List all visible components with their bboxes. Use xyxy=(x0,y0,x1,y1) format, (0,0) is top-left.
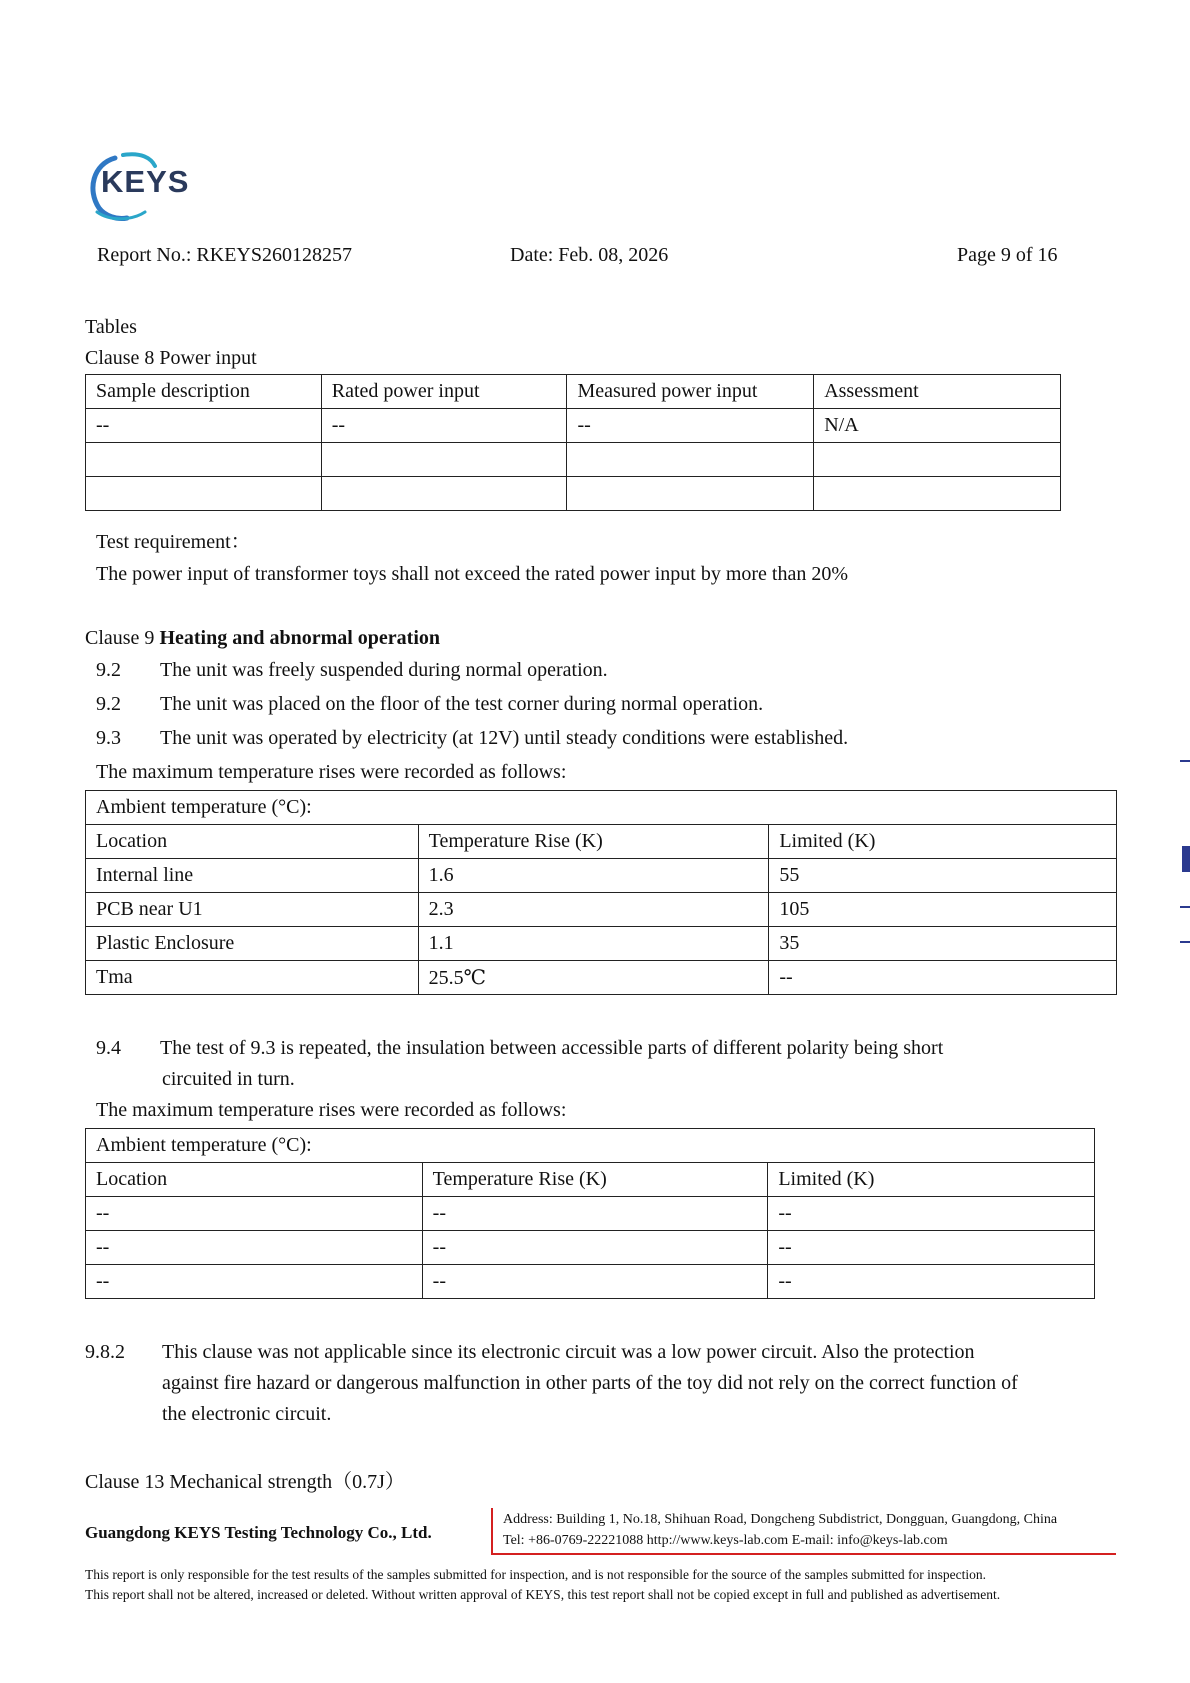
table-cell xyxy=(814,477,1061,511)
table-cell xyxy=(86,443,322,477)
item-number: 9.2 xyxy=(96,659,121,681)
ambient-temperature-cell: Ambient temperature (°C): xyxy=(86,791,1117,825)
table-cell: -- xyxy=(86,1197,423,1231)
table-header-cell: Limited (K) xyxy=(768,1163,1095,1197)
item-text-continued: circuited in turn. xyxy=(162,1068,295,1090)
item-number: 9.4 xyxy=(96,1037,121,1059)
table-cell: -- xyxy=(86,1265,423,1299)
edge-artifact xyxy=(1180,906,1190,908)
table-cell: -- xyxy=(769,961,1117,995)
table-cell xyxy=(567,477,814,511)
clause9-item-9-8-2 xyxy=(85,1341,975,1364)
footer-divider-horizontal xyxy=(491,1553,1116,1555)
table-row xyxy=(86,859,1117,893)
clause9-item xyxy=(96,727,848,750)
table-cell xyxy=(321,477,567,511)
keys-logo xyxy=(85,150,200,225)
table-row xyxy=(86,927,1117,961)
logo-text: KEYS xyxy=(101,164,190,199)
table-cell: -- xyxy=(321,409,567,443)
item-text: The unit was operated by electricity (at 12V) until steady conditions were established. xyxy=(160,727,849,749)
table-cell: Internal line xyxy=(86,859,419,893)
edge-artifact xyxy=(1180,941,1190,943)
ambient-temperature-cell: Ambient temperature (°C): xyxy=(86,1129,1095,1163)
temperature-rise-table xyxy=(85,790,1117,995)
report-date: Date: Feb. 08, 2026 xyxy=(510,244,669,266)
table-cell: 105 xyxy=(769,893,1117,927)
item-text-continued: the electronic circuit. xyxy=(162,1403,332,1425)
item-text: The unit was freely suspended during normal operation. xyxy=(160,659,608,681)
footer-address: Address: Building 1, No.18, Shihuan Road, Dongcheng Subdistrict, Dongguan, Guangdong, China xyxy=(503,1512,1058,1527)
table-header-cell: Limited (K) xyxy=(769,825,1117,859)
clause13-title: Clause 13 Mechanical strength（0.7J） xyxy=(85,1471,405,1493)
table-cell: 55 xyxy=(769,859,1117,893)
table-cell: PCB near U1 xyxy=(86,893,419,927)
footer-contact: Tel: +86-0769-22221088 http://www.keys-lab.com E-mail: info@keys-lab.com xyxy=(503,1533,948,1548)
table-row xyxy=(86,409,1061,443)
table-row xyxy=(86,1231,1095,1265)
item-number: 9.2 xyxy=(96,693,121,715)
table-header-cell: Location xyxy=(86,825,419,859)
table-header-cell: Sample description xyxy=(86,375,322,409)
item-text: The test of 9.3 is repeated, the insulation between accessible parts of different polarity being short xyxy=(160,1037,944,1059)
table-header-cell: Temperature Rise (K) xyxy=(418,825,769,859)
item-text: The unit was placed on the floor of the test corner during normal operation. xyxy=(160,693,764,715)
test-requirement-text: The power input of transformer toys shall not exceed the rated power input by more than 20% xyxy=(96,563,849,585)
table-cell: N/A xyxy=(814,409,1061,443)
page-number: Page 9 of 16 xyxy=(957,244,1058,266)
table-header-cell: Assessment xyxy=(814,375,1061,409)
table-cell: -- xyxy=(768,1265,1095,1299)
item-number: 9.3 xyxy=(96,727,121,749)
table-cell: -- xyxy=(86,1231,423,1265)
tables-heading: Tables xyxy=(85,316,137,338)
footer-disclaimer-1: This report is only responsible for the test results of the samples submitted for inspection, and is not responsible for the source of the samples submitted for inspection. xyxy=(85,1567,986,1582)
table-cell: 25.5℃ xyxy=(418,961,769,995)
table-cell: -- xyxy=(422,1265,768,1299)
table-header-row xyxy=(86,375,1061,409)
table-cell: 1.6 xyxy=(418,859,769,893)
temperature-intro: The maximum temperature rises were recorded as follows: xyxy=(96,761,567,783)
report-number: Report No.: RKEYS260128257 xyxy=(97,244,352,266)
table-header-row xyxy=(86,825,1117,859)
ambient-row xyxy=(86,791,1117,825)
table-row xyxy=(86,893,1117,927)
clause9-item xyxy=(96,659,608,682)
table-cell: Tma xyxy=(86,961,419,995)
footer-divider-vertical xyxy=(491,1508,493,1554)
table-cell: -- xyxy=(768,1231,1095,1265)
short-circuit-temperature-table xyxy=(85,1128,1095,1299)
table-cell: 2.3 xyxy=(418,893,769,927)
clause9-item-9-4 xyxy=(96,1037,943,1060)
table-row xyxy=(86,443,1061,477)
table-cell xyxy=(321,443,567,477)
clause8-title: Clause 8 Power input xyxy=(85,347,257,369)
ambient-row xyxy=(86,1129,1095,1163)
table-cell: Plastic Enclosure xyxy=(86,927,419,961)
table-row xyxy=(86,961,1117,995)
clause9-item xyxy=(96,693,763,716)
table-row xyxy=(86,1197,1095,1231)
clause9-title xyxy=(85,627,440,650)
table-cell xyxy=(86,477,322,511)
item-text: This clause was not applicable since its electronic circuit was a low power circuit. Also the protection xyxy=(162,1341,975,1363)
table-header-cell: Location xyxy=(86,1163,423,1197)
temperature-intro-2: The maximum temperature rises were recorded as follows: xyxy=(96,1099,567,1121)
table-header-row xyxy=(86,1163,1095,1197)
power-input-table xyxy=(85,374,1061,511)
table-row xyxy=(86,477,1061,511)
table-cell: 1.1 xyxy=(418,927,769,961)
table-row xyxy=(86,1265,1095,1299)
table-header-cell: Temperature Rise (K) xyxy=(422,1163,768,1197)
footer-company: Guangdong KEYS Testing Technology Co., Ltd. xyxy=(85,1523,432,1542)
item-text-continued: against fire hazard or dangerous malfunction in other parts of the toy did not rely on the correct function of xyxy=(162,1372,1018,1394)
table-cell xyxy=(567,443,814,477)
table-cell xyxy=(814,443,1061,477)
table-cell: -- xyxy=(567,409,814,443)
test-requirement-label: Test requirement： xyxy=(96,531,251,553)
table-cell: 35 xyxy=(769,927,1117,961)
table-cell: -- xyxy=(422,1197,768,1231)
table-cell: -- xyxy=(86,409,322,443)
footer-disclaimer-2: This report shall not be altered, increased or deleted. Without written approval of KEYS, this test report shall not be copied except in full and published as advertisement. xyxy=(85,1587,1001,1602)
table-cell: -- xyxy=(768,1197,1095,1231)
item-number: 9.8.2 xyxy=(85,1341,125,1363)
table-header-cell: Measured power input xyxy=(567,375,814,409)
table-cell: -- xyxy=(422,1231,768,1265)
edge-artifact xyxy=(1182,846,1190,872)
table-header-cell: Rated power input xyxy=(321,375,567,409)
edge-artifact xyxy=(1180,760,1190,762)
clause9-title-prefix: Clause 9 xyxy=(85,627,160,649)
clause9-title-bold: Heating and abnormal operation xyxy=(159,627,441,649)
